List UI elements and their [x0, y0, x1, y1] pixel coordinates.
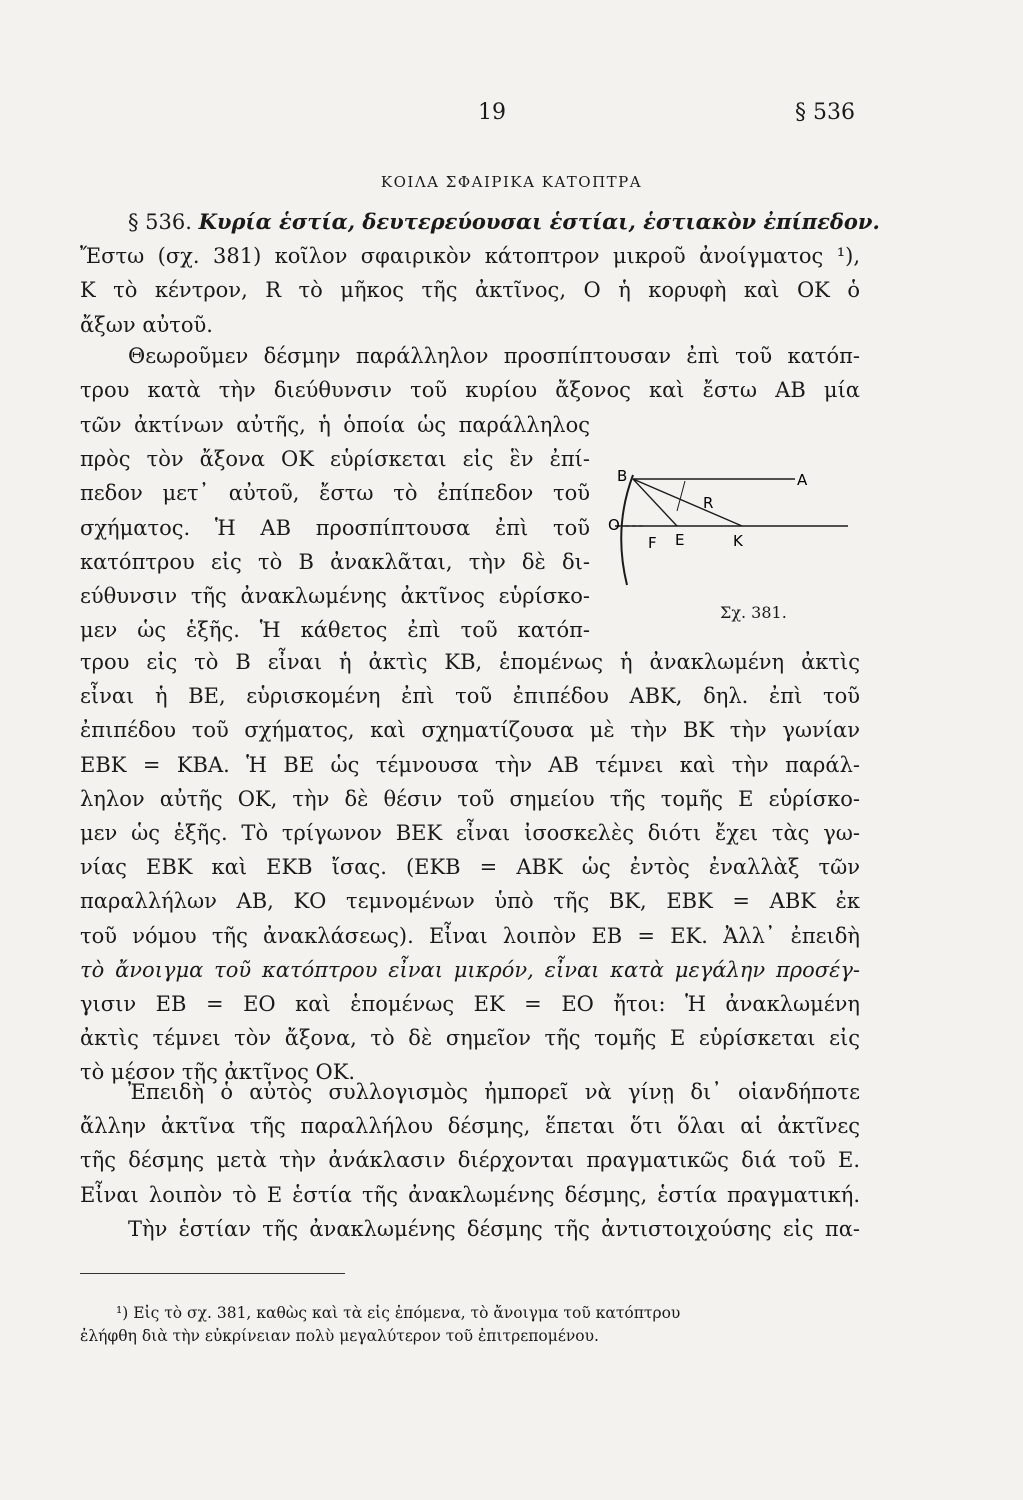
paragraph-line: Θεωροῦμεν δέσμην παράλληλον προσπίπτουσαν ἐπὶ τοῦ κατόπ- [128, 344, 860, 368]
paragraph-line: ΕΒΚ = ΚΒΑ. Ἡ ΒΕ ὡς τέμνουσα τὴν ΑΒ τέμνει καὶ τὴν παράλ- [80, 752, 860, 777]
mirror-diagram [605, 463, 860, 623]
paragraph-line: τὸ ἄνοιγμα τοῦ κατόπτρου εἶναι μικρόν, εἶναι κατὰ μεγάλην προσέγ- [80, 957, 860, 982]
paragraph-line: γισιν ΕΒ = ΕΟ καὶ ἑπομένως ΕΚ = ΕΟ ἤτοι: Ἡ ἀνακλωμένη [80, 992, 860, 1017]
paragraph-line: μεν ὡς ἑξῆς. Τὸ τρίγωνον ΒΕΚ εἶναι ἰσοσκελὲς διότι ἔχει τὰς γω- [80, 821, 860, 846]
paragraph-line: ἐπιπέδου τοῦ σχήματος, καὶ σχηματίζουσα μὲ τὴν ΒΚ τὴν γωνίαν [80, 718, 860, 743]
paragraph-line: Εἶναι λοιπὸν τὸ Ε ἑστία τῆς ἀνακλωμένης δέσμης, ἑστία πραγματική. [80, 1182, 860, 1207]
label-a: A [797, 471, 808, 489]
paragraph-line: Τὴν ἑστίαν τῆς ἀνακλωμένης δέσμης τῆς ἀντιστοιχούσης εἰς πα- [128, 1216, 860, 1241]
paragraph-2-narrow [80, 408, 590, 647]
section-heading [80, 205, 880, 239]
section-reference: § 536 [795, 100, 855, 125]
paragraph-line: πεδον μετ᾽ αὐτοῦ, ἔστω τὸ ἐπίπεδον τοῦ [80, 481, 590, 506]
paragraph-line: ληλον αὐτῆς ΟΚ, τὴν δὲ θέσιν τοῦ σημείου τῆς τομῆς Ε εὑρίσκο- [80, 786, 860, 811]
paragraph-line: σχήματος. Ἡ ΑΒ προσπίπτουσα ἐπὶ τοῦ [80, 515, 590, 540]
paragraph-line: εύθυνσιν τῆς ἀνακλωμένης ἀκτῖνος εὑρίσκο- [80, 584, 590, 609]
footnote-rule [80, 1273, 345, 1274]
concave-mirror-arc [621, 475, 633, 585]
paragraph-line: ἄλλην ἀκτῖνα τῆς παραλλήλου δέσμης, ἕπεται ὅτι ὅλαι αἱ ἀκτῖνες [80, 1114, 860, 1139]
paragraph-line: τρου κατὰ τὴν διεύθυνσιν τοῦ κυρίου ἄξονος καὶ ἔστω ΑΒ μία [80, 378, 860, 403]
paragraph-2-wide [80, 339, 860, 407]
paragraph-line: τὸ μέσον τῆς ἀκτῖνος ΟΚ. [80, 1060, 356, 1085]
paragraph-line: τῆς δέσμης μετὰ τὴν ἀνάκλασιν διέρχονται πραγματικῶς διά τοῦ Ε. [80, 1148, 860, 1173]
paragraph-line: Κ τὸ κέντρον, R τὸ μῆκος τῆς ἀκτῖνος, Ο ἡ κορυφὴ καὶ ΟΚ ὁ [80, 278, 860, 303]
paragraph-line: ἄξων αὐτοῦ. [80, 312, 213, 337]
figure-caption: Σχ. 381. [720, 603, 787, 622]
radius-tick [677, 481, 685, 511]
label-f: F [648, 534, 657, 552]
section-heading-block [80, 205, 880, 342]
paragraph-line: παραλλήλων ΑΒ, ΚΟ τεμνομένων ὑπὸ τῆς ΒΚ, ΕΒΚ = ΑΒΚ ἐκ [80, 889, 860, 914]
paragraph-line: κατόπτρου εἰς τὸ Β ἀνακλᾶται, τὴν δὲ δι- [80, 549, 590, 574]
label-o: O [608, 516, 620, 534]
paragraph-line: ἀκτὶς τέμνει τὸν ἄξονα, τὸ δὲ σημεῖον τῆς τομῆς Ε εὑρίσκεται εἰς [80, 1026, 860, 1051]
label-r: R [703, 494, 714, 512]
paragraph-2-rest [80, 645, 860, 1090]
footnote-line: ¹) Εἰς τὸ σχ. 381, καθὼς καὶ τὰ εἰς ἑπόμενα, τὸ ἄνοιγμα τοῦ κατόπτρου [116, 1304, 681, 1322]
paragraph-line: νίας ΕΒΚ καὶ ΕΚΒ ἴσας. (ΕΚΒ = ΑΒΚ ὡς ἐντὸς ἐναλλὰξ τῶν [80, 855, 860, 880]
paragraph-line: τῶν ἀκτίνων αὐτῆς, ἡ ὁποία ὡς παράλληλος [80, 413, 590, 437]
page-number: 19 [478, 100, 506, 125]
label-e: E [675, 531, 685, 549]
paragraph-line: Ἐπειδὴ ὁ αὐτὸς συλλογισμὸς ἠμπορεῖ νὰ γίνῃ δι᾽ οἱανδήποτε [128, 1080, 860, 1104]
paragraph-line: τρου εἰς τὸ Β εἶναι ἡ ἀκτὶς ΚΒ, ἑπομένως ἡ ἀνακλωμένη ἀκτὶς [80, 650, 860, 674]
paragraph-line: μεν ὡς ἑξῆς. Ἡ κάθετος ἐπὶ τοῦ κατόπ- [80, 618, 590, 643]
paragraph-line: εἶναι ἡ ΒΕ, εὑρισκομένη ἐπὶ τοῦ ἐπιπέδου ΑΒΚ, δηλ. ἐπὶ τοῦ [80, 684, 860, 709]
paragraph-line: τοῦ νόμου τῆς ἀνακλάσεως). Εἶναι λοιπὸν ΕΒ = ΕΚ. Ἀλλ᾽ ἐπειδὴ [80, 923, 860, 948]
paragraph-3 [80, 1075, 860, 1246]
footnote-line: ἐλήφθη διὰ τὴν εὐκρίνειαν πολὺ μεγαλύτερον τοῦ ἐπιτρεπομένου. [80, 1327, 599, 1345]
section-number: § 536. [128, 210, 192, 234]
footnotes [80, 1302, 860, 1348]
paragraph-line: πρὸς τὸν ἄξονα ΟΚ εὑρίσκεται εἰς ἓν ἐπί- [80, 447, 590, 472]
reflected-ray-be [633, 479, 677, 526]
running-title: ΚΟΙΛΑ ΣΦΑΙΡΙΚΑ ΚΑΤΟΠΤΡΑ [380, 173, 643, 191]
paragraph-line: Ἔστω (σχ. 381) κοῖλον σφαιρικὸν κάτοπτρον μικροῦ ἀνοίγματος ¹), [80, 244, 860, 269]
label-b: B [617, 467, 628, 485]
radius-bk [633, 479, 742, 526]
section-title: Κυρία ἑστία, δευτερεύουσαι ἑστίαι, ἑστιακὸν ἐπίπεδον. [198, 209, 880, 234]
label-k: K [733, 532, 743, 550]
